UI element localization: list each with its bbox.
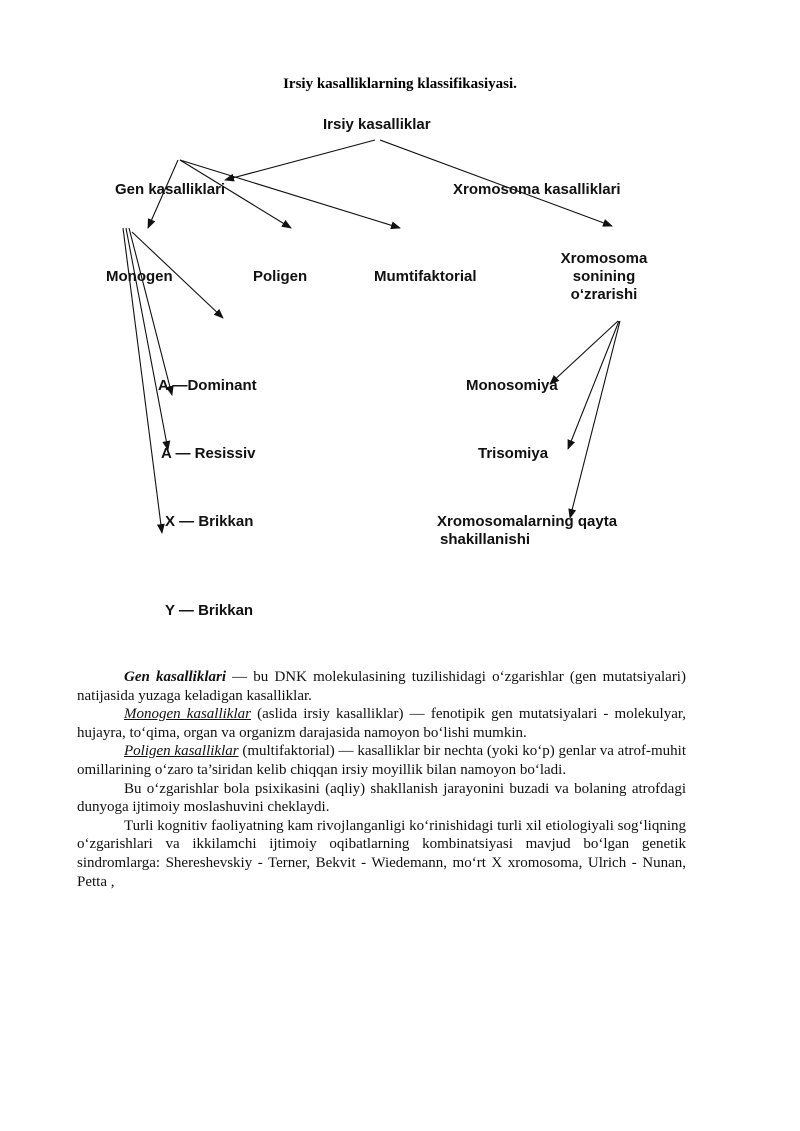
node-qayta-line1: Xromosomalarning qayta: [437, 513, 618, 530]
node-y-brikkan: Y — Brikkan: [165, 602, 254, 619]
node-monosomiya: Monosomiya: [466, 377, 558, 394]
arrow-monogen-dominant: [129, 228, 172, 395]
arrow-soni-qayta: [570, 321, 620, 518]
arrow-root-gen: [225, 140, 375, 180]
arrow-soni-trisomiya: [568, 321, 619, 449]
body-text: [77, 668, 686, 891]
node-xromosoma-soni-line1: Xromosoma: [560, 250, 648, 267]
paragraph-1-text: — bu DNK molekulasining tuzilishidagi o‘zgarishlar (gen mutatsiyalari) natijasida yuzaga keladigan kasalliklar.: [77, 669, 686, 704]
term-poligen-kasalliklar: Poligen kasalliklar: [124, 743, 239, 760]
node-xromosomalarning-qayta: [437, 513, 617, 549]
node-xromosoma-soni-line2: sonining: [572, 268, 636, 285]
document-title: Irsiy kasalliklarning klassifikasiyasi.: [283, 76, 517, 92]
node-trisomiya: Trisomiya: [478, 445, 549, 462]
node-irsiy-kasalliklar: Irsiy kasalliklar: [323, 116, 431, 133]
paragraph-2-text: (aslida irsiy kasalliklar) — fenotipik gen mutatsiyalari - molekulyar, hujayra, to‘qima, organ va organizm darajasida namoyon bo‘lishi mumkin.: [77, 706, 686, 741]
node-resissiv: A — Resissiv: [161, 445, 256, 462]
paragraph-5: Turli kognitiv faoliyatning kam rivojlanganligi ko‘rinishidagi turli xil etiologiyali sog‘liqning o‘zgarishlari va ikkilamchi ijtimoiy oqibatlarning kombinatsiyasi mavjud bo‘lgan genetik sindromlarga: Shereshevskiy - Terner, Bekvit - Wiedemann, mo‘rt X xromosoma, Ulrich - Nunan, Petta ,: [77, 817, 686, 890]
node-xromosoma-soni: [544, 250, 664, 304]
paragraph-poligen: [77, 742, 686, 779]
node-xromosoma-kasalliklari: Xromosoma kasalliklari: [453, 181, 621, 198]
node-qayta-line2: shakillanishi: [440, 531, 531, 548]
node-xromosoma-soni-line3: o‘zrarishi: [570, 286, 638, 303]
term-monogen-kasalliklar: Monogen kasalliklar: [124, 706, 251, 723]
node-mumtifaktorial: Mumtifaktorial: [374, 268, 477, 285]
paragraph-monogen: [77, 705, 686, 742]
node-gen-kasalliklari: Gen kasalliklari: [115, 181, 226, 198]
node-x-brikkan: X — Brikkan: [165, 513, 254, 530]
node-monogen: Monogen: [106, 268, 173, 285]
arrow-soni-monosomiya: [550, 321, 618, 384]
node-poligen: Poligen: [253, 268, 308, 285]
paragraph-3-text: (multifaktorial) — kasalliklar bir nechta (yoki ko‘p) genlar va atrof-muhit omillarining o‘zaro ta’siridan kelib chiqqan irsiy moyillik bilan namoyon bo‘ladi.: [77, 743, 686, 778]
paragraph-4: Bu o‘zgarishlar bola psixikasini (aqliy) shakllanish jarayonini buzadi va bolaning atrofdagi dunyoga ijtimoiy moslashuvini cheklaydi.: [77, 780, 686, 816]
term-gen-kasalliklari: Gen kasalliklari: [124, 669, 226, 685]
node-dominant: A —Dominant: [158, 377, 257, 394]
paragraph-gen-kasalliklari: [77, 668, 686, 705]
